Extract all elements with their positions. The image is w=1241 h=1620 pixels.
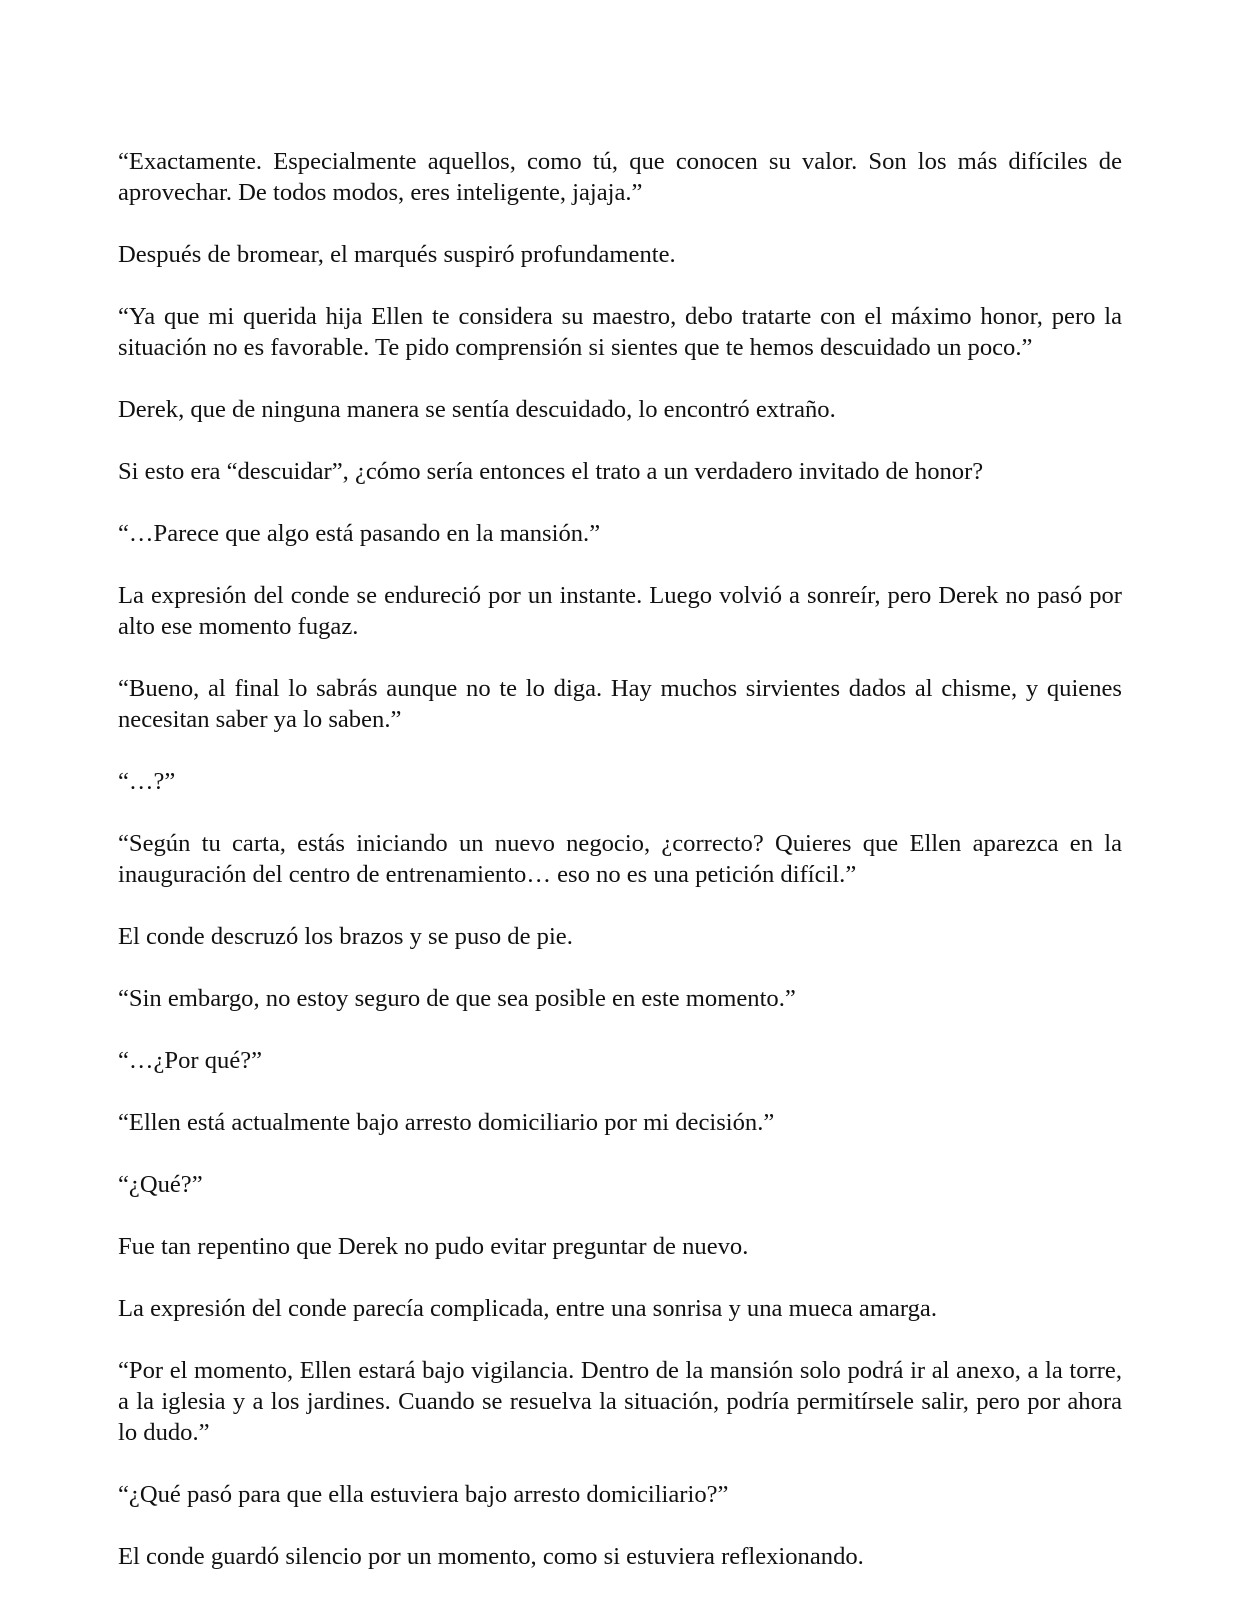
paragraph: El conde descruzó los brazos y se puso de pie. xyxy=(118,923,573,950)
paragraph: La expresión del conde parecía complicada, entre una sonrisa y una mueca amarga. xyxy=(118,1295,937,1322)
paragraph: Después de bromear, el marqués suspiró profundamente. xyxy=(118,241,676,268)
paragraph: Si esto era “descuidar”, ¿cómo sería entonces el trato a un verdadero invitado de honor? xyxy=(118,458,984,485)
paragraph: “…¿Por qué?” xyxy=(118,1047,263,1074)
paragraph: “¿Qué?” xyxy=(118,1171,203,1198)
paragraph: “Exactamente. Especialmente aquellos, como tú, que conocen su valor. Son los más difíciles de aprovechar. De todos modos, eres inteligente, jajaja.” xyxy=(118,148,1122,206)
paragraph: “Según tu carta, estás iniciando un nuevo negocio, ¿correcto? Quieres que Ellen aparezca en la inauguración del centro de entrenamiento… eso no es una petición difícil.” xyxy=(118,830,1122,888)
paragraph: La expresión del conde se endureció por un instante. Luego volvió a sonreír, pero Derek no pasó por alto ese momento fugaz. xyxy=(118,582,1122,640)
document-page xyxy=(118,146,1122,1572)
paragraph: “Sin embargo, no estoy seguro de que sea posible en este momento.” xyxy=(118,985,796,1012)
paragraph: “Bueno, al final lo sabrás aunque no te lo diga. Hay muchos sirvientes dados al chisme, y quienes necesitan saber ya lo saben.” xyxy=(118,675,1122,733)
paragraph: “Ya que mi querida hija Ellen te considera su maestro, debo tratarte con el máximo honor, pero la situación no es favorable. Te pido comprensión si sientes que te hemos descuidado un poco.” xyxy=(118,303,1122,361)
paragraph: “…?” xyxy=(118,768,176,795)
paragraph: El conde guardó silencio por un momento, como si estuviera reflexionando. xyxy=(118,1543,864,1570)
paragraph: “Ellen está actualmente bajo arresto domiciliario por mi decisión.” xyxy=(118,1109,775,1136)
paragraph: “¿Qué pasó para que ella estuviera bajo arresto domiciliario?” xyxy=(118,1481,729,1508)
paragraph: Fue tan repentino que Derek no pudo evitar preguntar de nuevo. xyxy=(118,1233,749,1260)
paragraph: Derek, que de ninguna manera se sentía descuidado, lo encontró extraño. xyxy=(118,396,836,423)
paragraph: “…Parece que algo está pasando en la mansión.” xyxy=(118,520,601,547)
paragraph: “Por el momento, Ellen estará bajo vigilancia. Dentro de la mansión solo podrá ir al anexo, a la torre, a la iglesia y a los jardines. Cuando se resuelva la situación, podría permitírsele salir, pero por ahora lo dudo.” xyxy=(118,1357,1122,1446)
